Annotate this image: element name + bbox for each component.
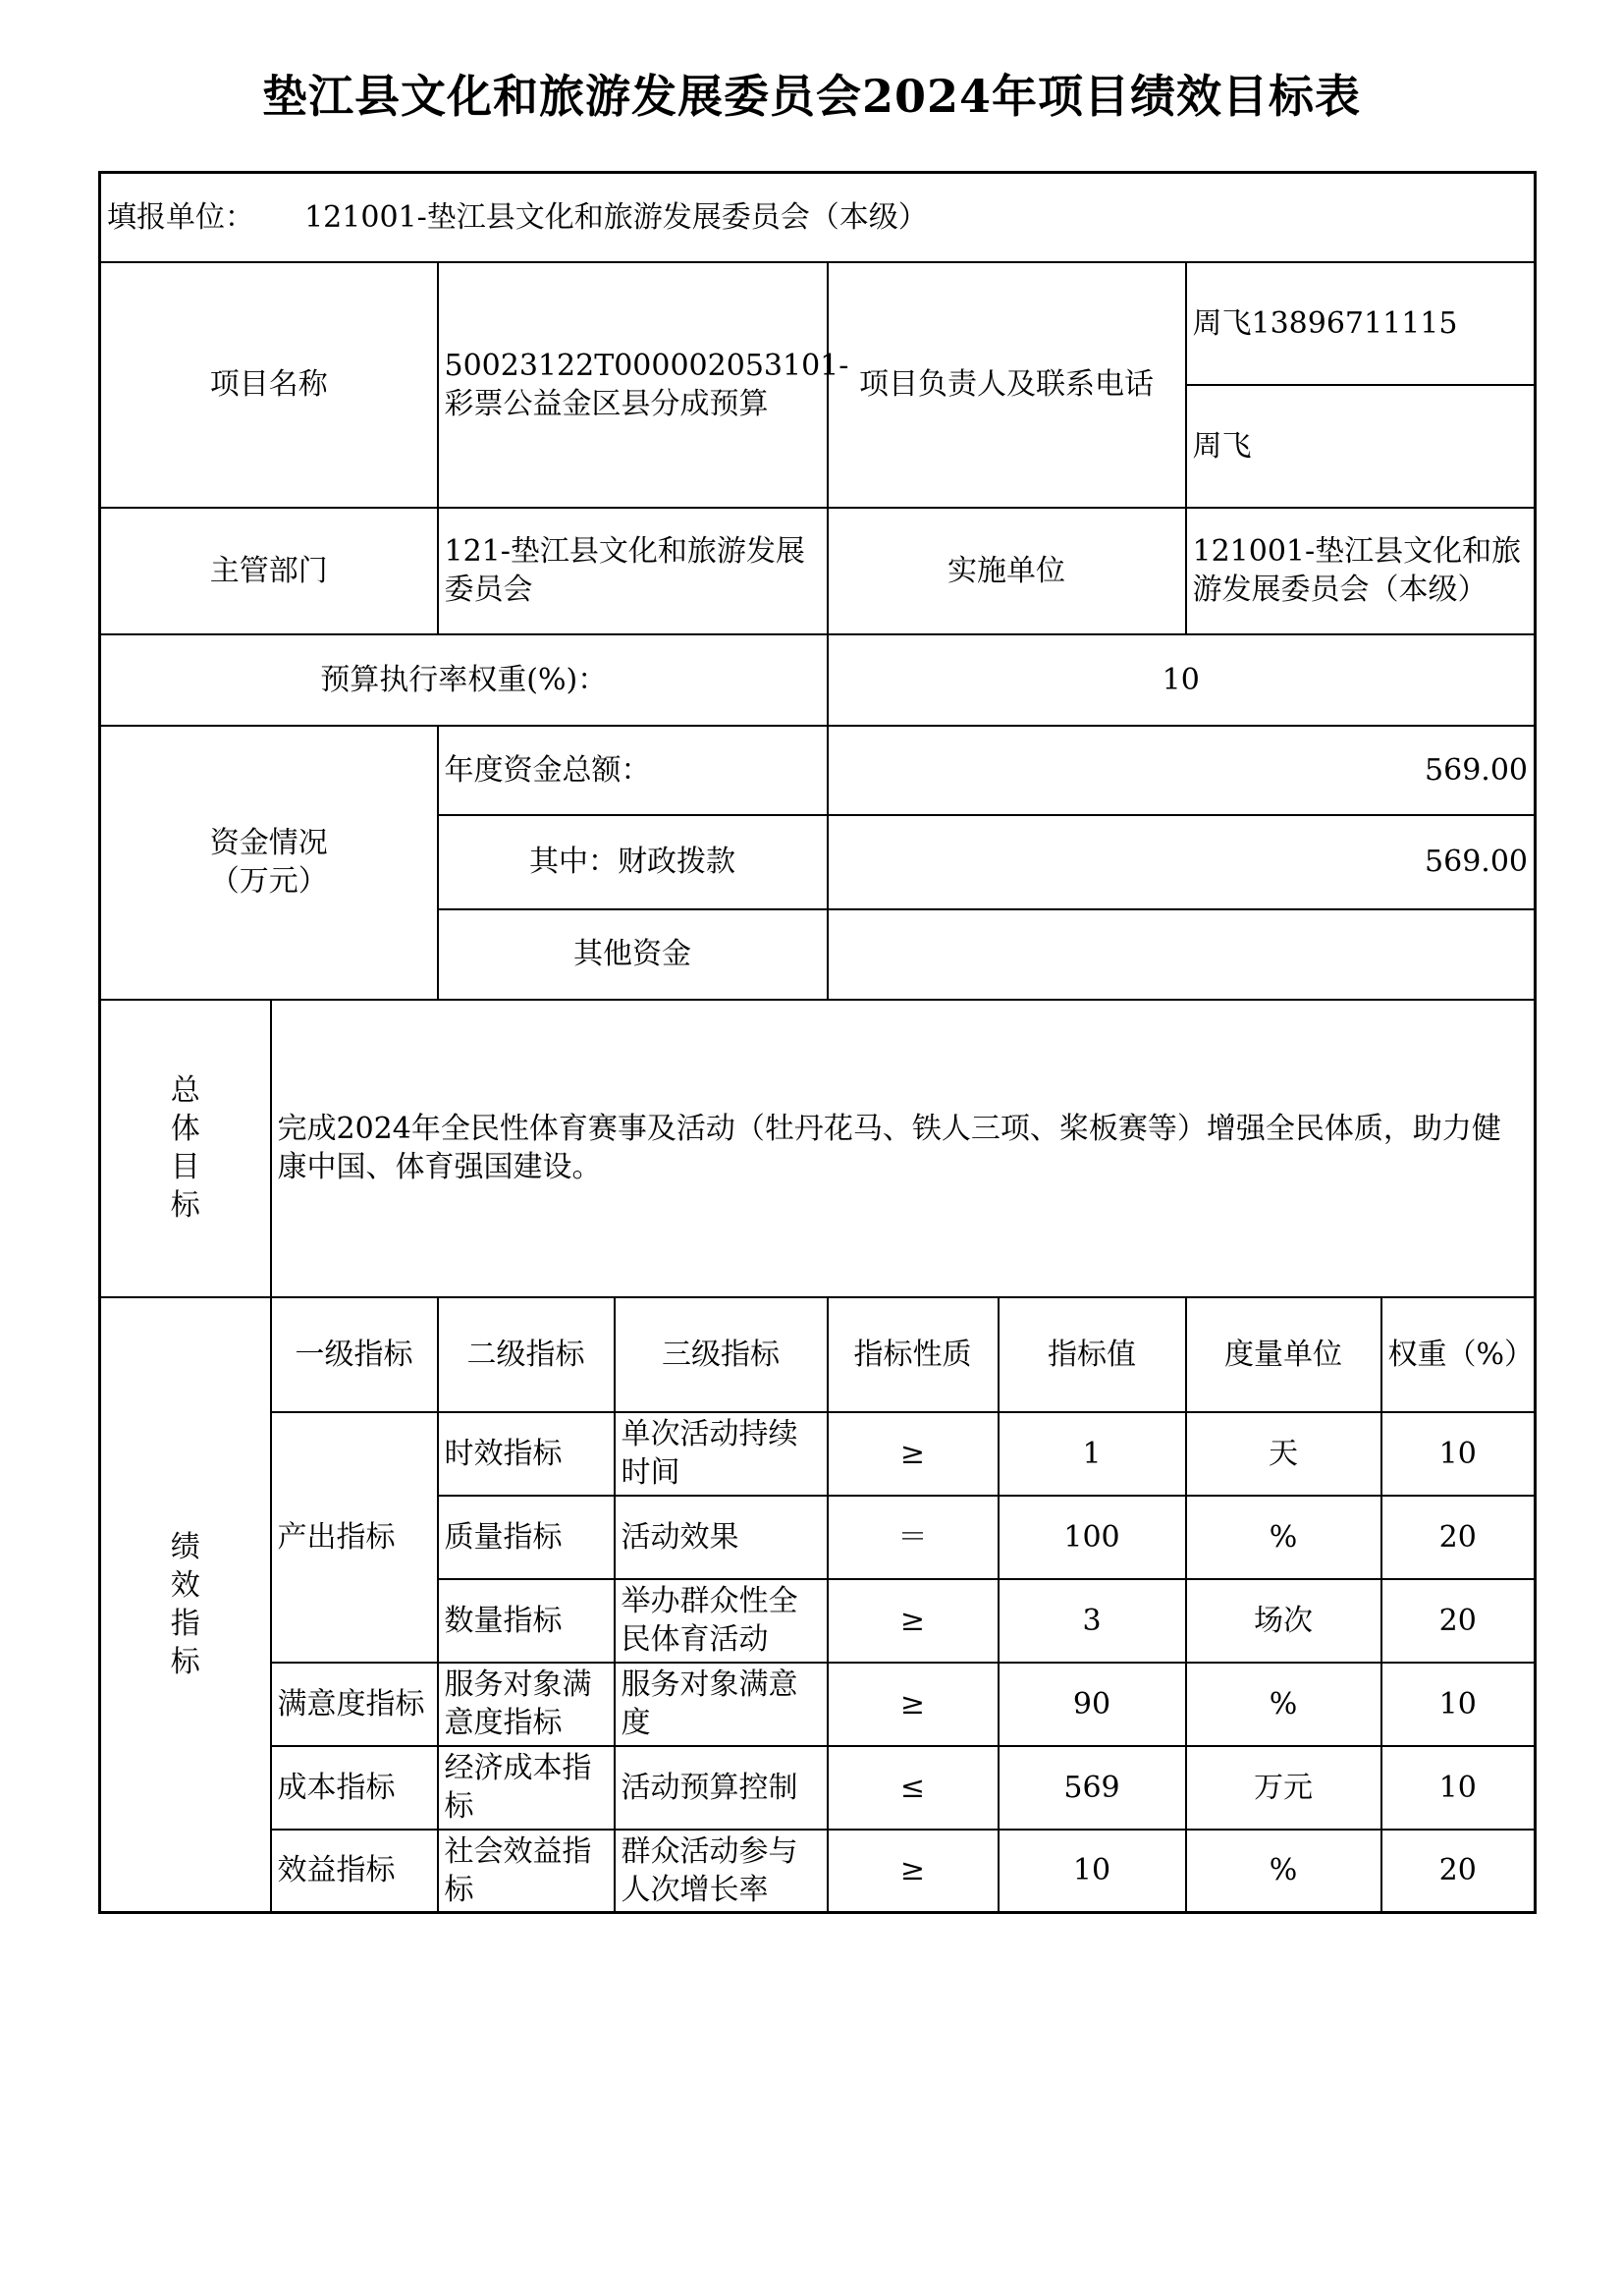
- weight-cell: 10: [1381, 1412, 1536, 1496]
- implementing-unit-value: 121001-垫江县文化和旅游发展委员会（本级）: [1186, 508, 1536, 634]
- reporting-unit-label: 填报单位：: [107, 199, 254, 235]
- funds-label-line2: （万元）: [209, 864, 328, 899]
- nature-cell: ≥: [828, 1663, 999, 1746]
- unit-cell: %: [1186, 1830, 1381, 1913]
- funds-other-value: [828, 909, 1536, 1000]
- department-value: 121-垫江县文化和旅游发展委员会: [438, 508, 828, 634]
- weight-cell: 20: [1381, 1496, 1536, 1579]
- overall-goal-text: 完成2024年全民性体育赛事及活动（牡丹花马、铁人三项、桨板赛等）增强全民体质，助力健康中国、体育强国建设。: [271, 1000, 1536, 1297]
- project-contact-phone: 周飞13896711115: [1186, 262, 1536, 385]
- funds-fiscal-label: 其中：财政拨款: [438, 815, 828, 909]
- header-value: 指标值: [999, 1297, 1186, 1412]
- level3-cell: 单次活动持续时间: [615, 1412, 828, 1496]
- level1-cost: 成本指标: [271, 1746, 438, 1830]
- performance-target-table: [98, 171, 1537, 1914]
- nature-cell: ≤: [828, 1746, 999, 1830]
- level3-cell: 活动效果: [615, 1496, 828, 1579]
- indicators-label: 绩 效 指 标: [100, 1297, 271, 1913]
- table-row: [100, 1663, 1536, 1746]
- budget-weight-value: 10: [828, 634, 1536, 726]
- implementing-unit-label: 实施单位: [828, 508, 1186, 634]
- value-cell: 10: [999, 1830, 1186, 1913]
- nature-cell: ＝: [828, 1496, 999, 1579]
- nature-cell: ≥: [828, 1579, 999, 1663]
- nature-cell: ≥: [828, 1412, 999, 1496]
- level2-cell: 质量指标: [438, 1496, 615, 1579]
- header-level1: 一级指标: [271, 1297, 438, 1412]
- project-contact-name: 周飞: [1186, 385, 1536, 508]
- project-contact-label: 项目负责人及联系电话: [828, 262, 1186, 508]
- nature-cell: ≥: [828, 1830, 999, 1913]
- level2-cell: 经济成本指标: [438, 1746, 615, 1830]
- header-unit: 度量单位: [1186, 1297, 1381, 1412]
- reporting-unit-row: [100, 173, 1536, 262]
- value-cell: 3: [999, 1579, 1186, 1663]
- funds-label: [100, 726, 438, 1000]
- funds-other-label: 其他资金: [438, 909, 828, 1000]
- level1-benefit: 效益指标: [271, 1830, 438, 1913]
- unit-cell: %: [1186, 1496, 1381, 1579]
- unit-cell: 场次: [1186, 1579, 1381, 1663]
- reporting-unit-value: 121001-垫江县文化和旅游发展委员会（本级）: [304, 199, 928, 235]
- level2-cell: 时效指标: [438, 1412, 615, 1496]
- budget-weight-label: 预算执行率权重(%)：: [100, 634, 828, 726]
- weight-cell: 10: [1381, 1746, 1536, 1830]
- value-cell: 1: [999, 1412, 1186, 1496]
- header-level3: 三级指标: [615, 1297, 828, 1412]
- overall-goal-label: 总 体 目 标: [100, 1000, 271, 1297]
- project-name-label: 项目名称: [100, 262, 438, 508]
- level3-cell: 群众活动参与人次增长率: [615, 1830, 828, 1913]
- table-row: [100, 1412, 1536, 1496]
- level2-cell: 服务对象满意度指标: [438, 1663, 615, 1746]
- funds-label-line1: 资金情况: [209, 826, 328, 860]
- funds-total-label: 年度资金总额：: [438, 726, 828, 815]
- unit-cell: 万元: [1186, 1746, 1381, 1830]
- unit-cell: %: [1186, 1663, 1381, 1746]
- table-row: [100, 1830, 1536, 1913]
- weight-cell: 20: [1381, 1579, 1536, 1663]
- unit-cell: 天: [1186, 1412, 1381, 1496]
- value-cell: 90: [999, 1663, 1186, 1746]
- value-cell: 569: [999, 1746, 1186, 1830]
- department-label: 主管部门: [100, 508, 438, 634]
- project-name-value: 50023122T000002053101-彩票公益金区县分成预算: [438, 262, 828, 508]
- level2-cell: 社会效益指标: [438, 1830, 615, 1913]
- page-title: 垫江县文化和旅游发展委员会2024年项目绩效目标表: [261, 70, 1362, 123]
- level2-cell: 数量指标: [438, 1579, 615, 1663]
- weight-cell: 10: [1381, 1663, 1536, 1746]
- level3-cell: 举办群众性全民体育活动: [615, 1579, 828, 1663]
- header-nature: 指标性质: [828, 1297, 999, 1412]
- level1-output: 产出指标: [271, 1412, 438, 1663]
- weight-cell: 20: [1381, 1830, 1536, 1913]
- level3-cell: 活动预算控制: [615, 1746, 828, 1830]
- funds-fiscal-value: 569.00: [828, 815, 1536, 909]
- header-level2: 二级指标: [438, 1297, 615, 1412]
- funds-total-value: 569.00: [828, 726, 1536, 815]
- value-cell: 100: [999, 1496, 1186, 1579]
- level3-cell: 服务对象满意度: [615, 1663, 828, 1746]
- table-row: [100, 1746, 1536, 1830]
- header-weight: 权重（%）: [1381, 1297, 1536, 1412]
- level1-satisfaction: 满意度指标: [271, 1663, 438, 1746]
